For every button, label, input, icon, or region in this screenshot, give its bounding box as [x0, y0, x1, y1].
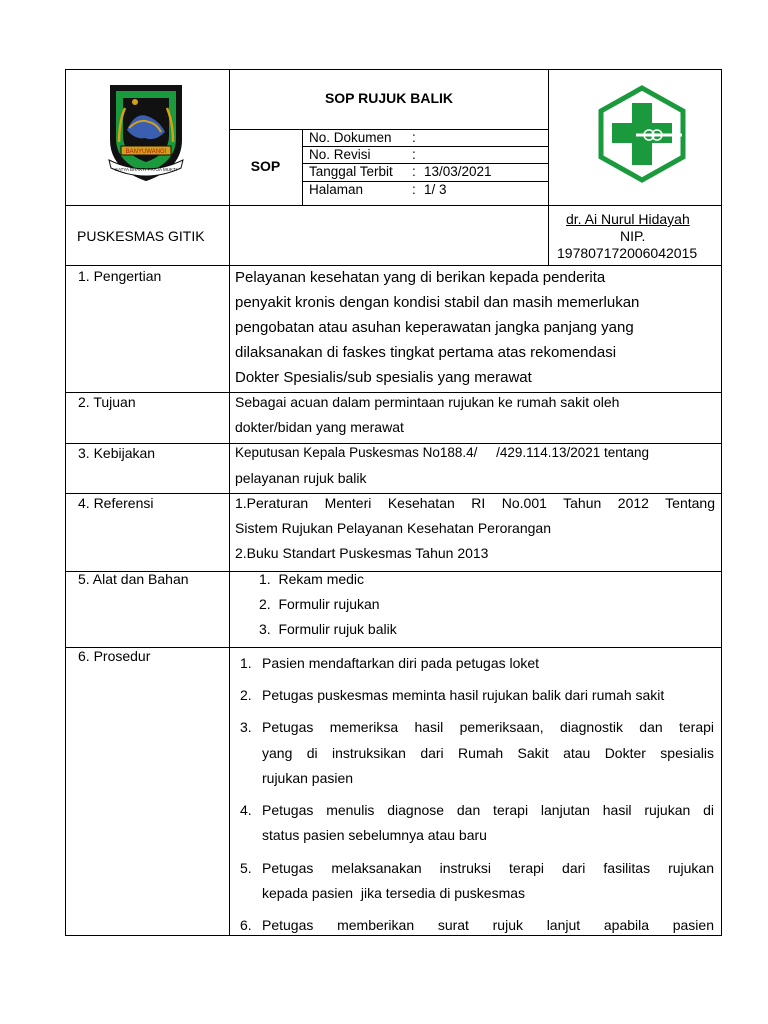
pengertian-line: Dokter Spesialis/sub spesialis yang merawat — [235, 369, 532, 386]
signatory-nip-label: NIP. — [620, 228, 646, 244]
prosedur-step-line: status pasien sebelumnya atau baru — [262, 827, 487, 843]
doc-number-sep: : — [412, 130, 416, 145]
revision-label: No. Revisi — [309, 147, 371, 162]
prosedur-step-number: 2. — [240, 687, 252, 703]
prosedur-step-line: kepada pasien jika tersedia di puskesmas — [262, 885, 526, 901]
emblem-motto-text: SATYA BHAKTI PRAJA MUKTI — [114, 167, 178, 172]
puskesmas-logo — [596, 85, 688, 183]
prosedur-step-number: 3. — [240, 719, 252, 735]
prosedur-step-line: Petugas memeriksa hasil pemeriksaan, diagnostik dan terapi — [262, 719, 714, 735]
referensi-line: 1.Peraturan Menteri Kesehatan RI No.001 Tahun 2012 Tentang — [235, 495, 715, 511]
pengertian-line: penyakit kronis dengan kondisi stabil dan masih memerlukan — [235, 294, 640, 311]
kebijakan-line: pelayanan rujuk balik — [235, 470, 367, 486]
referensi-line: 2.Buku Standart Puskesmas Tahun 2013 — [235, 545, 489, 561]
section-label-kebijakan: 3. Kebijakan — [78, 445, 156, 461]
alat-bahan-item: 3. Formulir rujuk balik — [259, 621, 397, 637]
table-border-left — [65, 69, 66, 936]
sop-label: SOP — [250, 158, 281, 174]
alat-bahan-item: 1. Rekam medic — [259, 571, 365, 587]
table-border-header-bottom — [65, 205, 722, 206]
prosedur-step-number: 5. — [240, 860, 252, 876]
section-label-pengertian: 1. Pengertian — [78, 268, 162, 284]
table-border-right — [721, 69, 722, 936]
table-border-bottom — [65, 935, 722, 936]
prosedur-step-line: Petugas melaksanakan instruksi terapi dari fasilitas rujukan — [262, 860, 714, 876]
row-divider-5 — [65, 647, 722, 648]
pengertian-line: Pelayanan kesehatan yang di berikan kepada penderita — [235, 269, 606, 286]
prosedur-step-number: 4. — [240, 802, 252, 818]
prosedur-step-line: Petugas memberikan surat rujuk lanjut apabila pasien — [262, 917, 714, 933]
signatory-name: dr. Ai Nurul Hidayah — [566, 211, 690, 227]
revision-sep: : — [412, 147, 416, 162]
tujuan-line: dokter/bidan yang merawat — [235, 419, 404, 435]
document-title: SOP RUJUK BALIK — [324, 90, 454, 106]
page-value: 1/ 3 — [424, 182, 447, 197]
pengertian-line: dilaksanakan di faskes tingkat pertama atas rekomendasi — [235, 344, 617, 361]
prosedur-step-line: rujukan pasien — [262, 770, 354, 786]
header-divider-sop — [302, 129, 303, 206]
doc-number-label: No. Dokumen — [309, 130, 392, 145]
prosedur-step-line: Petugas menulis diagnose dan terapi lanjutan hasil rujukan di — [262, 802, 714, 818]
page-label: Halaman — [309, 182, 364, 197]
emblem-banner-text: BANYUWANGI — [125, 149, 167, 155]
section-label-prosedur: 6. Prosedur — [78, 648, 151, 664]
issue-date-sep: : — [412, 164, 416, 179]
section-label-referensi: 4. Referensi — [78, 495, 154, 511]
issue-date-value: 13/03/2021 — [424, 164, 492, 179]
prosedur-step-number: 1. — [240, 655, 252, 671]
section-label-tujuan: 2. Tujuan — [78, 394, 136, 410]
section-label-alat-bahan: 5. Alat dan Bahan — [78, 571, 189, 587]
prosedur-step-line: Petugas puskesmas meminta hasil rujukan balik dari rumah sakit — [262, 687, 665, 703]
prosedur-step-line: yang di instruksikan dari Rumah Sakit atau Dokter spesialis — [262, 745, 714, 761]
column-divider — [229, 69, 230, 936]
pengertian-line: pengobatan atau asuhan keperawatan jangka panjang yang — [235, 319, 634, 336]
tujuan-line: Sebagai acuan dalam permintaan rujukan ke rumah sakit oleh — [235, 394, 620, 410]
institution-name: PUSKESMAS GITIK — [77, 228, 205, 244]
issue-date-label: Tanggal Terbit — [309, 164, 393, 179]
kebijakan-line: Keputusan Kepala Puskesmas No188.4/ /429.114.13/2021 tentang — [235, 445, 650, 460]
prosedur-step-number: 6. — [240, 917, 252, 933]
page-sep: : — [412, 182, 416, 197]
signatory-nip: 197807172006042015 — [557, 245, 698, 261]
referensi-line: Sistem Rujukan Pelayanan Kesehatan Perorangan — [235, 520, 551, 536]
regency-emblem-logo — [105, 82, 187, 182]
prosedur-step-line: Pasien mendaftarkan diri pada petugas loket — [262, 655, 540, 671]
alat-bahan-item: 2. Formulir rujukan — [259, 596, 380, 612]
table-border-top — [65, 69, 722, 70]
